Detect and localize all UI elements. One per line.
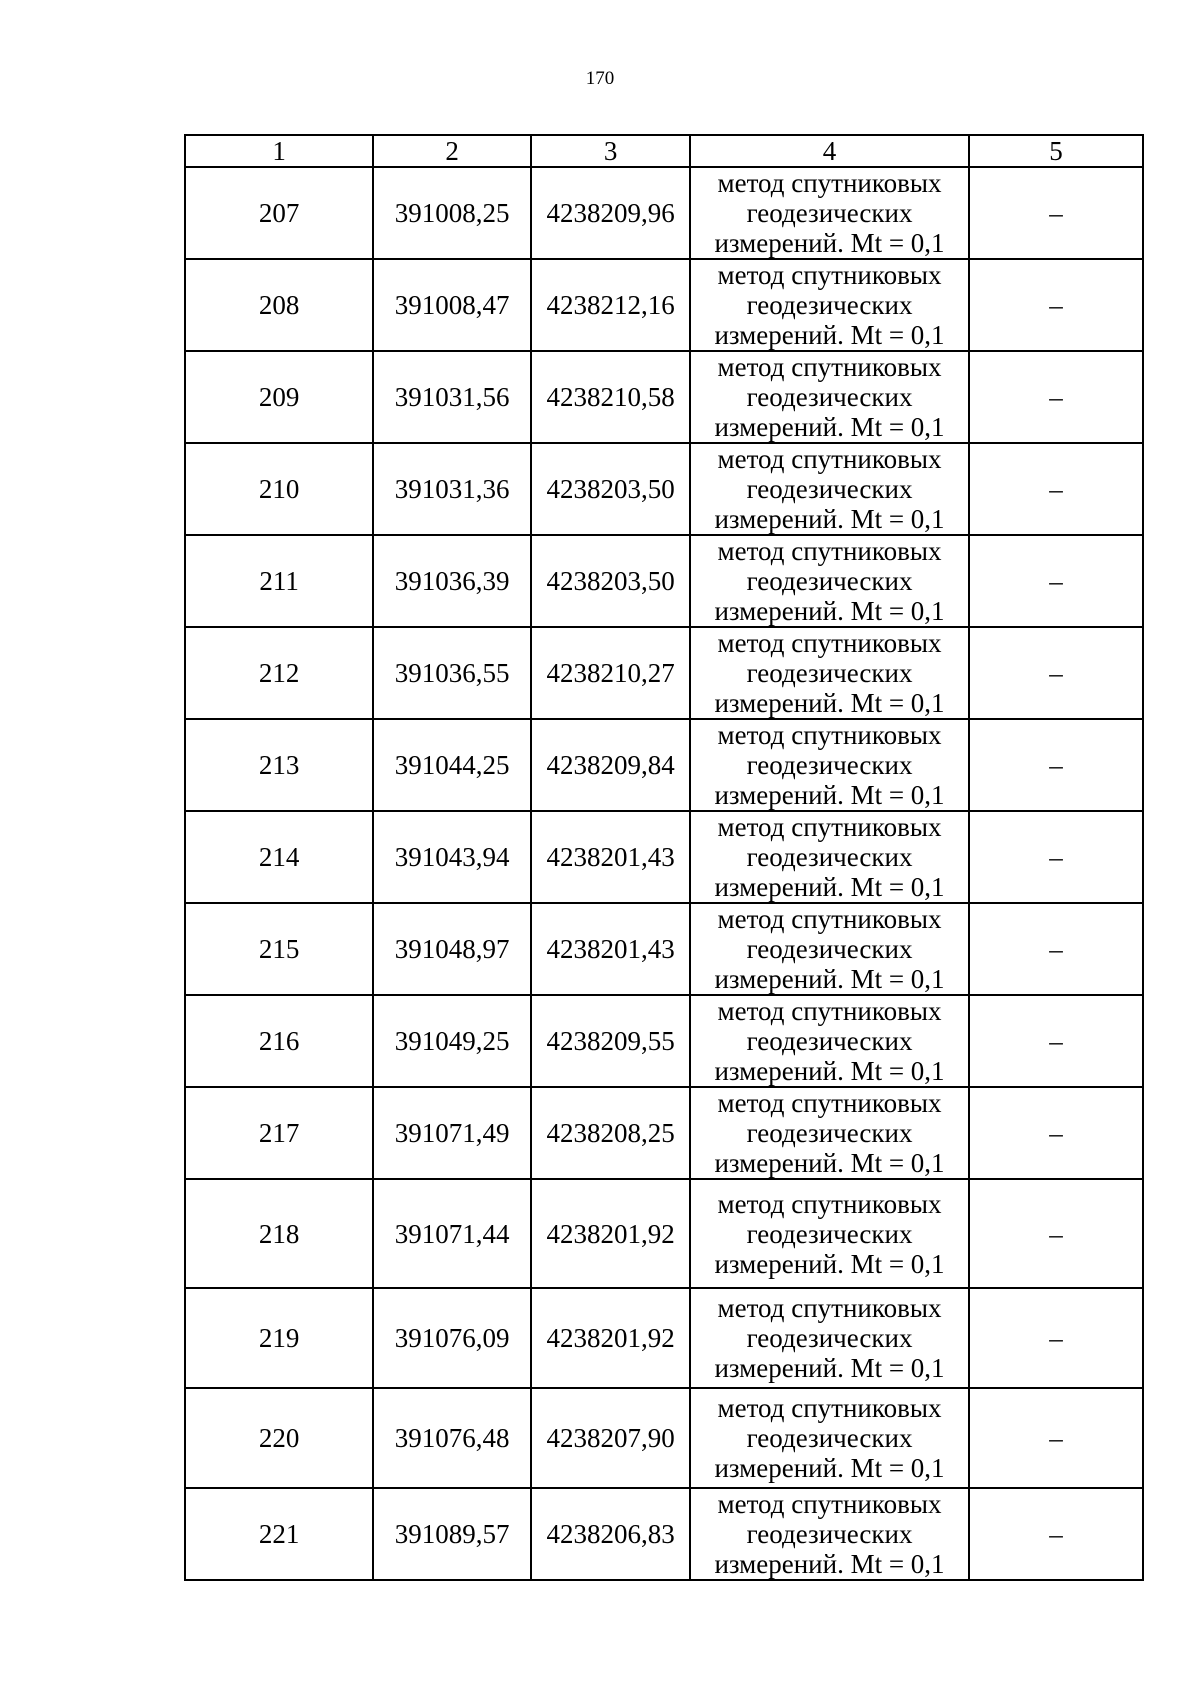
note-cell: – <box>969 1087 1143 1179</box>
point-number: 207 <box>185 167 373 259</box>
table-row <box>185 811 1143 903</box>
note-cell: – <box>969 1288 1143 1388</box>
method-line-1: метод спутниковых <box>717 996 942 1026</box>
point-number: 210 <box>185 443 373 535</box>
method-line-2: геодезических <box>746 842 913 872</box>
coordinate-y: 4238209,84 <box>531 719 690 811</box>
method-line-1: метод спутниковых <box>717 1088 942 1118</box>
column-header-5: 5 <box>969 135 1143 167</box>
method-line-2: геодезических <box>746 290 913 320</box>
method-line-1: метод спутниковых <box>717 260 942 290</box>
table-row <box>185 719 1143 811</box>
table-row <box>185 1179 1143 1288</box>
coordinate-x: 391036,39 <box>373 535 531 627</box>
table-row <box>185 903 1143 995</box>
coordinate-y: 4238209,96 <box>531 167 690 259</box>
method-cell <box>690 627 969 719</box>
table-row <box>185 1388 1143 1488</box>
coordinate-x: 391089,57 <box>373 1488 531 1580</box>
coordinate-y: 4238210,27 <box>531 627 690 719</box>
note-cell: – <box>969 167 1143 259</box>
method-line-3: измерений. Mt = 0,1 <box>714 504 945 534</box>
note-cell: – <box>969 903 1143 995</box>
method-line-2: геодезических <box>746 198 913 228</box>
point-number: 213 <box>185 719 373 811</box>
method-line-2: геодезических <box>746 474 913 504</box>
method-line-1: метод спутниковых <box>717 1188 942 1219</box>
table-row <box>185 995 1143 1087</box>
coordinate-x: 391071,44 <box>373 1179 531 1288</box>
table-row <box>185 1288 1143 1388</box>
note-cell: – <box>969 1388 1143 1488</box>
method-line-2: геодезических <box>746 750 913 780</box>
method-line-2: геодезических <box>746 1423 913 1453</box>
coordinate-y: 4238201,43 <box>531 811 690 903</box>
method-line-1: метод спутниковых <box>717 1293 942 1323</box>
method-line-2: геодезических <box>746 382 913 412</box>
table-row <box>185 351 1143 443</box>
point-number: 211 <box>185 535 373 627</box>
column-header-3: 3 <box>531 135 690 167</box>
table-row <box>185 167 1143 259</box>
coordinate-x: 391031,56 <box>373 351 531 443</box>
method-line-2: геодезических <box>746 1218 913 1249</box>
coordinate-y: 4238209,55 <box>531 995 690 1087</box>
method-line-1: метод спутниковых <box>717 720 942 750</box>
point-number: 216 <box>185 995 373 1087</box>
method-line-3: измерений. Mt = 0,1 <box>714 1353 945 1383</box>
method-line-2: геодезических <box>746 934 913 964</box>
column-header-4: 4 <box>690 135 969 167</box>
table-header <box>185 135 1143 167</box>
table-row <box>185 535 1143 627</box>
coordinate-x: 391031,36 <box>373 443 531 535</box>
method-cell <box>690 443 969 535</box>
coordinate-y: 4238206,83 <box>531 1488 690 1580</box>
method-line-1: метод спутниковых <box>717 444 942 474</box>
method-line-3: измерений. Mt = 0,1 <box>714 872 945 902</box>
method-line-3: измерений. Mt = 0,1 <box>714 320 945 350</box>
coordinate-x: 391049,25 <box>373 995 531 1087</box>
coordinate-x: 391048,97 <box>373 903 531 995</box>
method-line-3: измерений. Mt = 0,1 <box>714 1549 945 1579</box>
method-line-1: метод спутниковых <box>717 904 942 934</box>
table-row <box>185 443 1143 535</box>
coordinate-y: 4238201,92 <box>531 1288 690 1388</box>
coordinate-x: 391071,49 <box>373 1087 531 1179</box>
note-cell: – <box>969 995 1143 1087</box>
method-cell <box>690 351 969 443</box>
point-number: 208 <box>185 259 373 351</box>
coordinate-y: 4238208,25 <box>531 1087 690 1179</box>
coordinate-y: 4238201,92 <box>531 1179 690 1288</box>
coordinate-x: 391043,94 <box>373 811 531 903</box>
method-line-3: измерений. Mt = 0,1 <box>714 780 945 810</box>
note-cell: – <box>969 535 1143 627</box>
column-header-2: 2 <box>373 135 531 167</box>
note-cell: – <box>969 443 1143 535</box>
method-line-3: измерений. Mt = 0,1 <box>714 228 945 258</box>
note-cell: – <box>969 1179 1143 1288</box>
method-line-3: измерений. Mt = 0,1 <box>714 1248 945 1279</box>
coordinate-x: 391008,25 <box>373 167 531 259</box>
method-line-1: метод спутниковых <box>717 1393 942 1423</box>
coordinate-x: 391076,48 <box>373 1388 531 1488</box>
table-row <box>185 627 1143 719</box>
page-number: 170 <box>585 68 615 89</box>
table-row <box>185 259 1143 351</box>
point-number: 219 <box>185 1288 373 1388</box>
method-line-3: измерений. Mt = 0,1 <box>714 964 945 994</box>
point-number: 218 <box>185 1179 373 1288</box>
method-cell <box>690 1179 969 1288</box>
method-cell <box>690 811 969 903</box>
point-number: 217 <box>185 1087 373 1179</box>
method-cell <box>690 167 969 259</box>
method-line-2: геодезических <box>746 566 913 596</box>
method-cell <box>690 259 969 351</box>
coordinate-y: 4238203,50 <box>531 535 690 627</box>
coordinate-x: 391008,47 <box>373 259 531 351</box>
method-cell <box>690 719 969 811</box>
method-cell <box>690 1488 969 1580</box>
note-cell: – <box>969 259 1143 351</box>
point-number: 212 <box>185 627 373 719</box>
note-cell: – <box>969 811 1143 903</box>
method-line-1: метод спутниковых <box>717 536 942 566</box>
method-line-3: измерений. Mt = 0,1 <box>714 412 945 442</box>
table-row <box>185 1488 1143 1580</box>
method-line-1: метод спутниковых <box>717 168 942 198</box>
note-cell: – <box>969 1488 1143 1580</box>
coordinate-y: 4238207,90 <box>531 1388 690 1488</box>
method-line-3: измерений. Mt = 0,1 <box>714 1056 945 1086</box>
method-line-2: геодезических <box>746 1323 913 1353</box>
coordinate-x: 391044,25 <box>373 719 531 811</box>
point-number: 220 <box>185 1388 373 1488</box>
coordinate-y: 4238203,50 <box>531 443 690 535</box>
coordinate-x: 391076,09 <box>373 1288 531 1388</box>
method-line-2: геодезических <box>746 1519 913 1549</box>
method-line-3: измерений. Mt = 0,1 <box>714 688 945 718</box>
note-cell: – <box>969 627 1143 719</box>
table-row <box>185 1087 1143 1179</box>
header-row <box>185 135 1143 167</box>
method-cell <box>690 995 969 1087</box>
method-line-2: геодезических <box>746 1118 913 1148</box>
note-cell: – <box>969 719 1143 811</box>
method-line-1: метод спутниковых <box>717 1489 942 1519</box>
method-cell <box>690 1388 969 1488</box>
method-line-3: измерений. Mt = 0,1 <box>714 1148 945 1178</box>
method-line-2: геодезических <box>746 1026 913 1056</box>
table-body <box>185 167 1143 1580</box>
point-number: 214 <box>185 811 373 903</box>
method-line-1: метод спутниковых <box>717 628 942 658</box>
point-number: 215 <box>185 903 373 995</box>
coordinate-y: 4238212,16 <box>531 259 690 351</box>
note-cell: – <box>969 351 1143 443</box>
method-line-2: геодезических <box>746 658 913 688</box>
point-number: 221 <box>185 1488 373 1580</box>
method-line-1: метод спутниковых <box>717 352 942 382</box>
method-line-3: измерений. Mt = 0,1 <box>714 596 945 626</box>
method-cell <box>690 903 969 995</box>
coordinate-y: 4238201,43 <box>531 903 690 995</box>
column-header-1: 1 <box>185 135 373 167</box>
coordinates-table <box>184 134 1144 1581</box>
point-number: 209 <box>185 351 373 443</box>
method-cell <box>690 535 969 627</box>
coordinate-y: 4238210,58 <box>531 351 690 443</box>
method-line-1: метод спутниковых <box>717 812 942 842</box>
method-line-3: измерений. Mt = 0,1 <box>714 1453 945 1483</box>
method-cell <box>690 1288 969 1388</box>
coordinate-x: 391036,55 <box>373 627 531 719</box>
method-cell <box>690 1087 969 1179</box>
